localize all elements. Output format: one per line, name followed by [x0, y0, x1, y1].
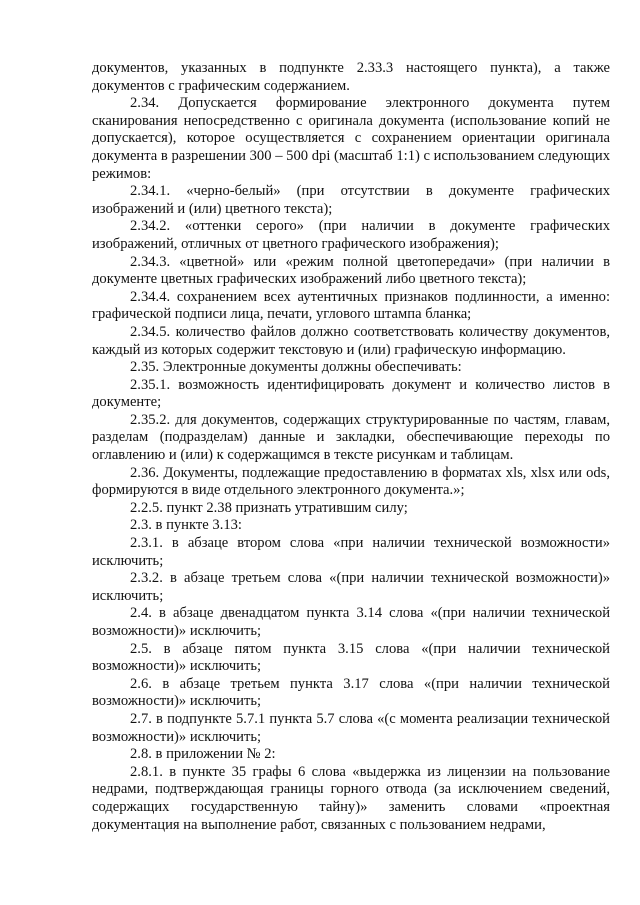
paragraph-2-3-2: 2.3.2. в абзаце третьем слова «(при наличии технической возможности)» исключить; [92, 570, 610, 604]
paragraph-continuation: документов, указанных в подпункте 2.33.3 настоящего пункта), а также документов с графическим содержанием. [92, 60, 610, 94]
paragraph-2-3-1: 2.3.1. в абзаце втором слова «при наличии технической возможности» исключить; [92, 535, 610, 569]
document-page [92, 60, 610, 834]
paragraph-2-34-2: 2.34.2. «оттенки серого» (при наличии в документе графических изображений, отличных от цветного графического изображения); [92, 218, 610, 252]
paragraph-2-36: 2.36. Документы, подлежащие предоставлению в форматах xls, xlsx или ods, формируются в виде отдельного электронного документа.»; [92, 464, 610, 499]
paragraph-2-8: 2.8. в приложении № 2: [130, 746, 276, 763]
paragraph-2-34-5: 2.34.5. количество файлов должно соответствовать количеству документов, каждый из которых содержит текстовую и (или) графическую информацию. [92, 323, 610, 358]
page-bottom-margin [0, 865, 640, 905]
paragraph-2-35-1: 2.35.1. возможность идентифицировать документ и количество листов в документе; [92, 376, 610, 411]
paragraph-2-8-1: 2.8.1. в пункте 35 графы 6 слова «выдержка из лицензии на пользование недрами, подтверждающая границы горного отвода (за исключением сведений, содержащих государственную тайну)» заменить словами «проектная документация на выполнение работ, связанных с пользованием недрами, [92, 763, 610, 833]
paragraph-2-34: 2.34. Допускается формирование электронного документа путем сканирования непосредственно с оригинала документа (использование копий не допускается), которое осуществляется с сохранением ориентации оригинала документа в разрешении 300 – 500 dpi (масштаб 1:1) с использованием следующих режимов: [92, 95, 610, 182]
paragraph-2-4: 2.4. в абзаце двенадцатом пункта 3.14 слова «(при наличии технической возможности)» исключить; [92, 605, 610, 639]
paragraph-2-34-3: 2.34.3. «цветной» или «режим полной цветопередачи» (при наличии в документе цветных графических изображений либо цветного текста); [92, 253, 610, 288]
paragraph-2-34-4: 2.34.4. сохранением всех аутентичных признаков подлинности, а именно: графической подписи лица, печати, углового штампа бланка; [92, 288, 610, 323]
paragraph-2-35: 2.35. Электронные документы должны обеспечивать: [130, 359, 462, 376]
paragraph-2-2-5: 2.2.5. пункт 2.38 признать утратившим силу; [130, 499, 408, 516]
paragraph-2-7: 2.7. в подпункте 5.7.1 пункта 5.7 слова «(с момента реализации технической возможности)» исключить; [92, 710, 610, 745]
paragraph-2-5: 2.5. в абзаце пятом пункта 3.15 слова «(при наличии технической возможности)» исключить; [92, 640, 610, 675]
paragraph-2-3: 2.3. в пункте 3.13: [130, 517, 242, 534]
paragraph-2-35-2: 2.35.2. для документов, содержащих структурированные по частям, главам, разделам (подразделам) данные и закладки, обеспечивающие переходы по оглавлению и (или) к содержащимся в тексте рисункам и таблицам. [92, 411, 610, 464]
paragraph-2-6: 2.6. в абзаце третьем пункта 3.17 слова «(при наличии технической возможности)» исключить; [92, 675, 610, 710]
paragraph-2-34-1: 2.34.1. «черно-белый» (при отсутствии в документе графических изображений и (или) цветного текста); [92, 183, 610, 217]
